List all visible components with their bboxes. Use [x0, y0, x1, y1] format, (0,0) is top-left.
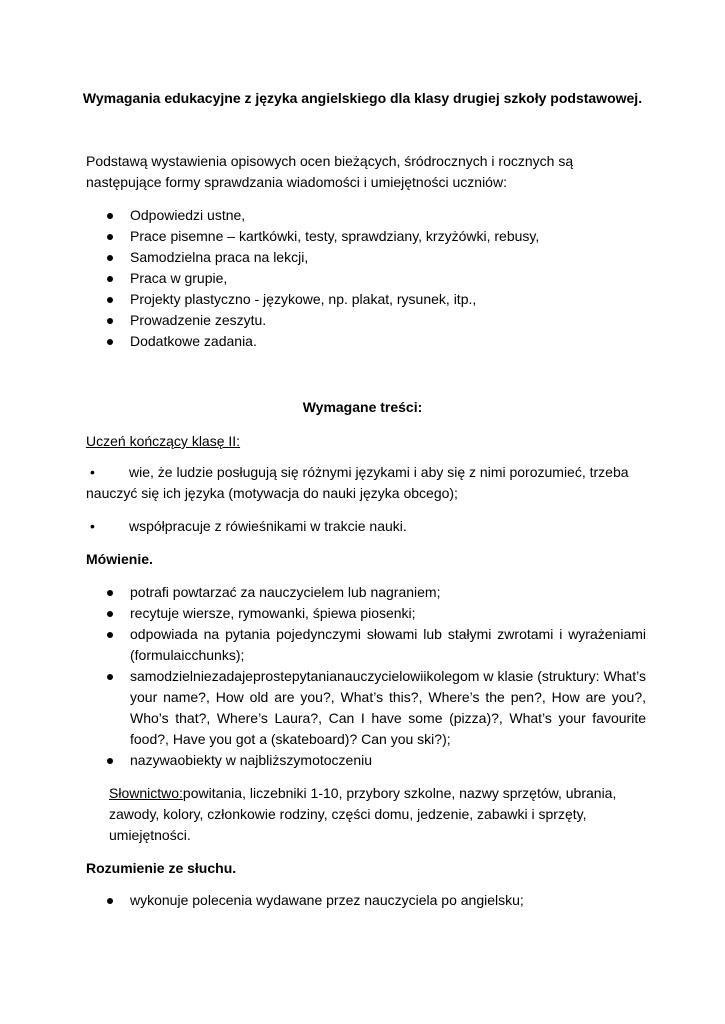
bullet-mark: •: [90, 464, 95, 480]
listening-heading: Rozumienie ze słuchu.: [86, 860, 237, 876]
list-item: Samodzielna praca na lekcji,: [86, 247, 646, 268]
vocabulary-paragraph: [109, 783, 629, 846]
list-item: recytuje wiersze, rymowanki, śpiewa piosenki;: [86, 603, 646, 624]
list-item: Praca w grupie,: [86, 268, 646, 289]
intro-paragraph: Podstawą wystawienia opisowych ocen bieżących, śródrocznych i rocznych są następujące formy sprawdzania wiadomości i umiejętności uczniów:: [86, 153, 574, 190]
speaking-list: [86, 582, 646, 771]
vocabulary-label: Słownictwo:: [109, 785, 183, 801]
list-item: Dodatkowe zadania.: [86, 331, 646, 352]
list-item: samodzielniezadajeprostepytanianauczycielowiikolegom w klasie (struktury: What’s your name?, How old are you?, What’s this?, Where’s the pen?, How are you?, Who’s that?, Where’s Laura?, Can I have some (pizza)?, What’s your favourite food?, Have you got a (skateboard)? Can you ski?);: [86, 666, 646, 750]
general-item-text: wie, że ludzie posługują się różnymi językami i aby się z nimi porozumieć, trzeba nauczyć się ich języka (motywacja do nauki języka obcego);: [86, 464, 629, 501]
speaking-heading: Mówienie.: [86, 551, 153, 567]
list-item: odpowiada na pytania pojedynczymi słowami lub stałymi zwrotami i wyrażeniami (formulaicchunks);: [86, 624, 646, 666]
listening-list: [86, 890, 646, 911]
vocabulary-text: powitania, liczebniki 1-10, przybory szkolne, nazwy sprzętów, ubrania, zawody, kolory, członkowie rodziny, części domu, jedzenie, zabawki i sprzęty, umiejętności.: [109, 785, 617, 843]
list-item: potrafi powtarzać za nauczycielem lub nagraniem;: [86, 582, 646, 603]
list-item: Projekty plastyczno - językowe, np. plakat, rysunek, itp.,: [86, 289, 646, 310]
list-item: Odpowiedzi ustne,: [86, 205, 646, 226]
document-title: Wymagania edukacyjne z języka angielskiego dla klasy drugiej szkoły podstawowej.: [82, 90, 643, 106]
general-item: [86, 516, 646, 537]
general-item-text: współpracuje z rówieśnikami w trakcie nauki.: [129, 518, 407, 534]
requirements-heading: Wymagane treści:: [302, 399, 423, 415]
general-item: [86, 462, 646, 504]
list-item: Prace pisemne – kartkówki, testy, sprawdziany, krzyżówki, rebusy,: [86, 226, 646, 247]
list-item: nazywaobiekty w najbliższymotoczeniu: [86, 750, 646, 771]
assessment-forms-list: [86, 205, 646, 352]
student-label: Uczeń kończący klasę II:: [86, 433, 241, 449]
list-item: wykonuje polecenia wydawane przez nauczyciela po angielsku;: [86, 890, 646, 911]
bullet-mark: •: [90, 518, 95, 534]
list-item: Prowadzenie zeszytu.: [86, 310, 646, 331]
